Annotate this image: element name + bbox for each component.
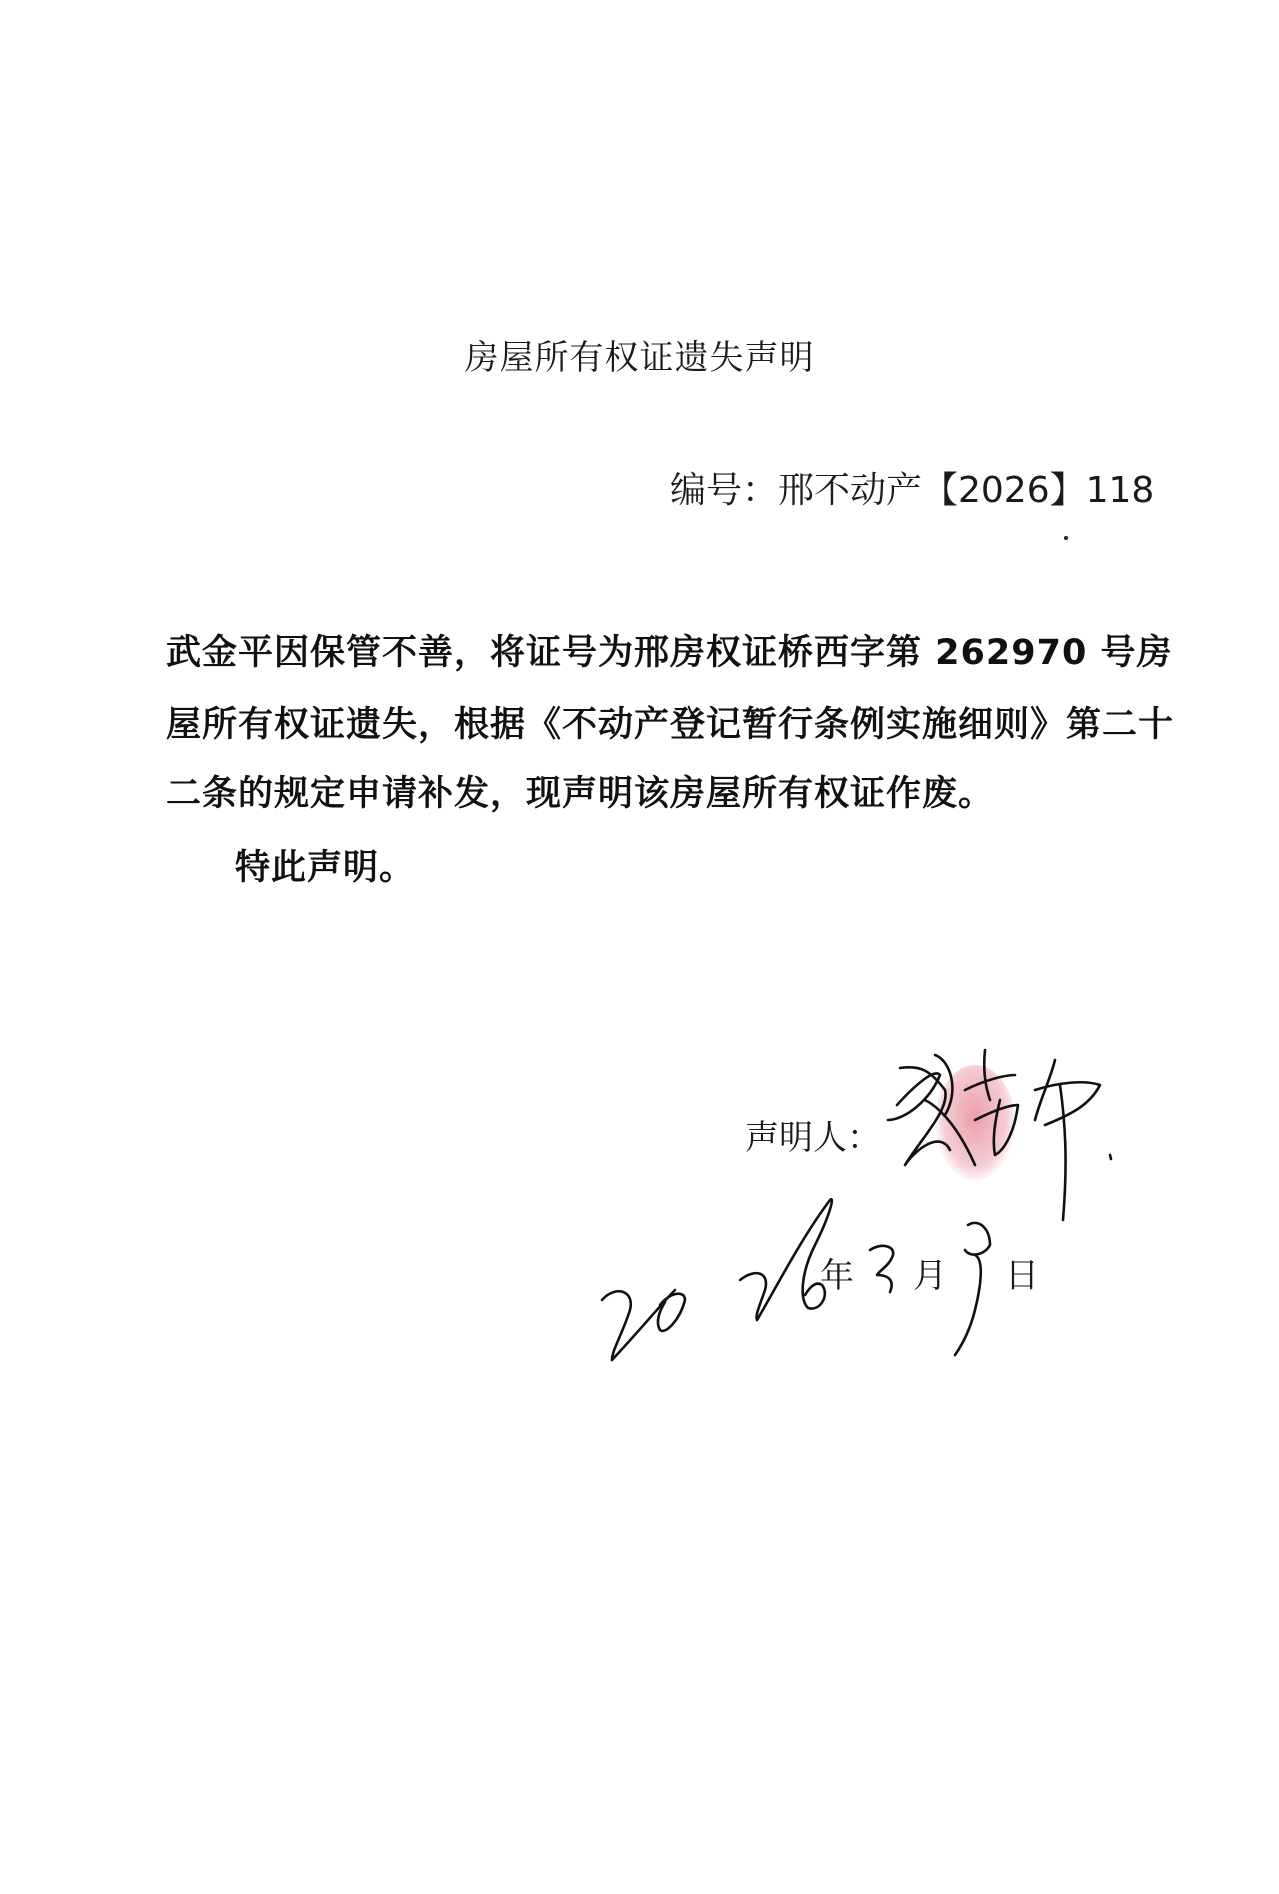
- body-line-1: 武金平因保管不善，将证号为邢房权证桥西字第 262970 号房: [166, 633, 1173, 673]
- date-month-char: 月: [913, 1256, 947, 1296]
- body-line-2: 屋所有权证遗失，根据《不动产登记暂行条例实施细则》第二十: [166, 705, 1175, 745]
- closing-statement: 特此声明。: [235, 848, 416, 888]
- date-year-char: 年: [820, 1256, 854, 1296]
- document-number: 编号：邢不动产【2026】118: [670, 470, 1155, 511]
- declarant-label: 声明人：: [745, 1118, 881, 1158]
- document-title: 房屋所有权证遗失声明: [464, 338, 815, 378]
- body-line-3: 二条的规定申请补发，现声明该房屋所有权证作废。: [166, 774, 995, 814]
- date-day-char: 日: [1005, 1256, 1039, 1296]
